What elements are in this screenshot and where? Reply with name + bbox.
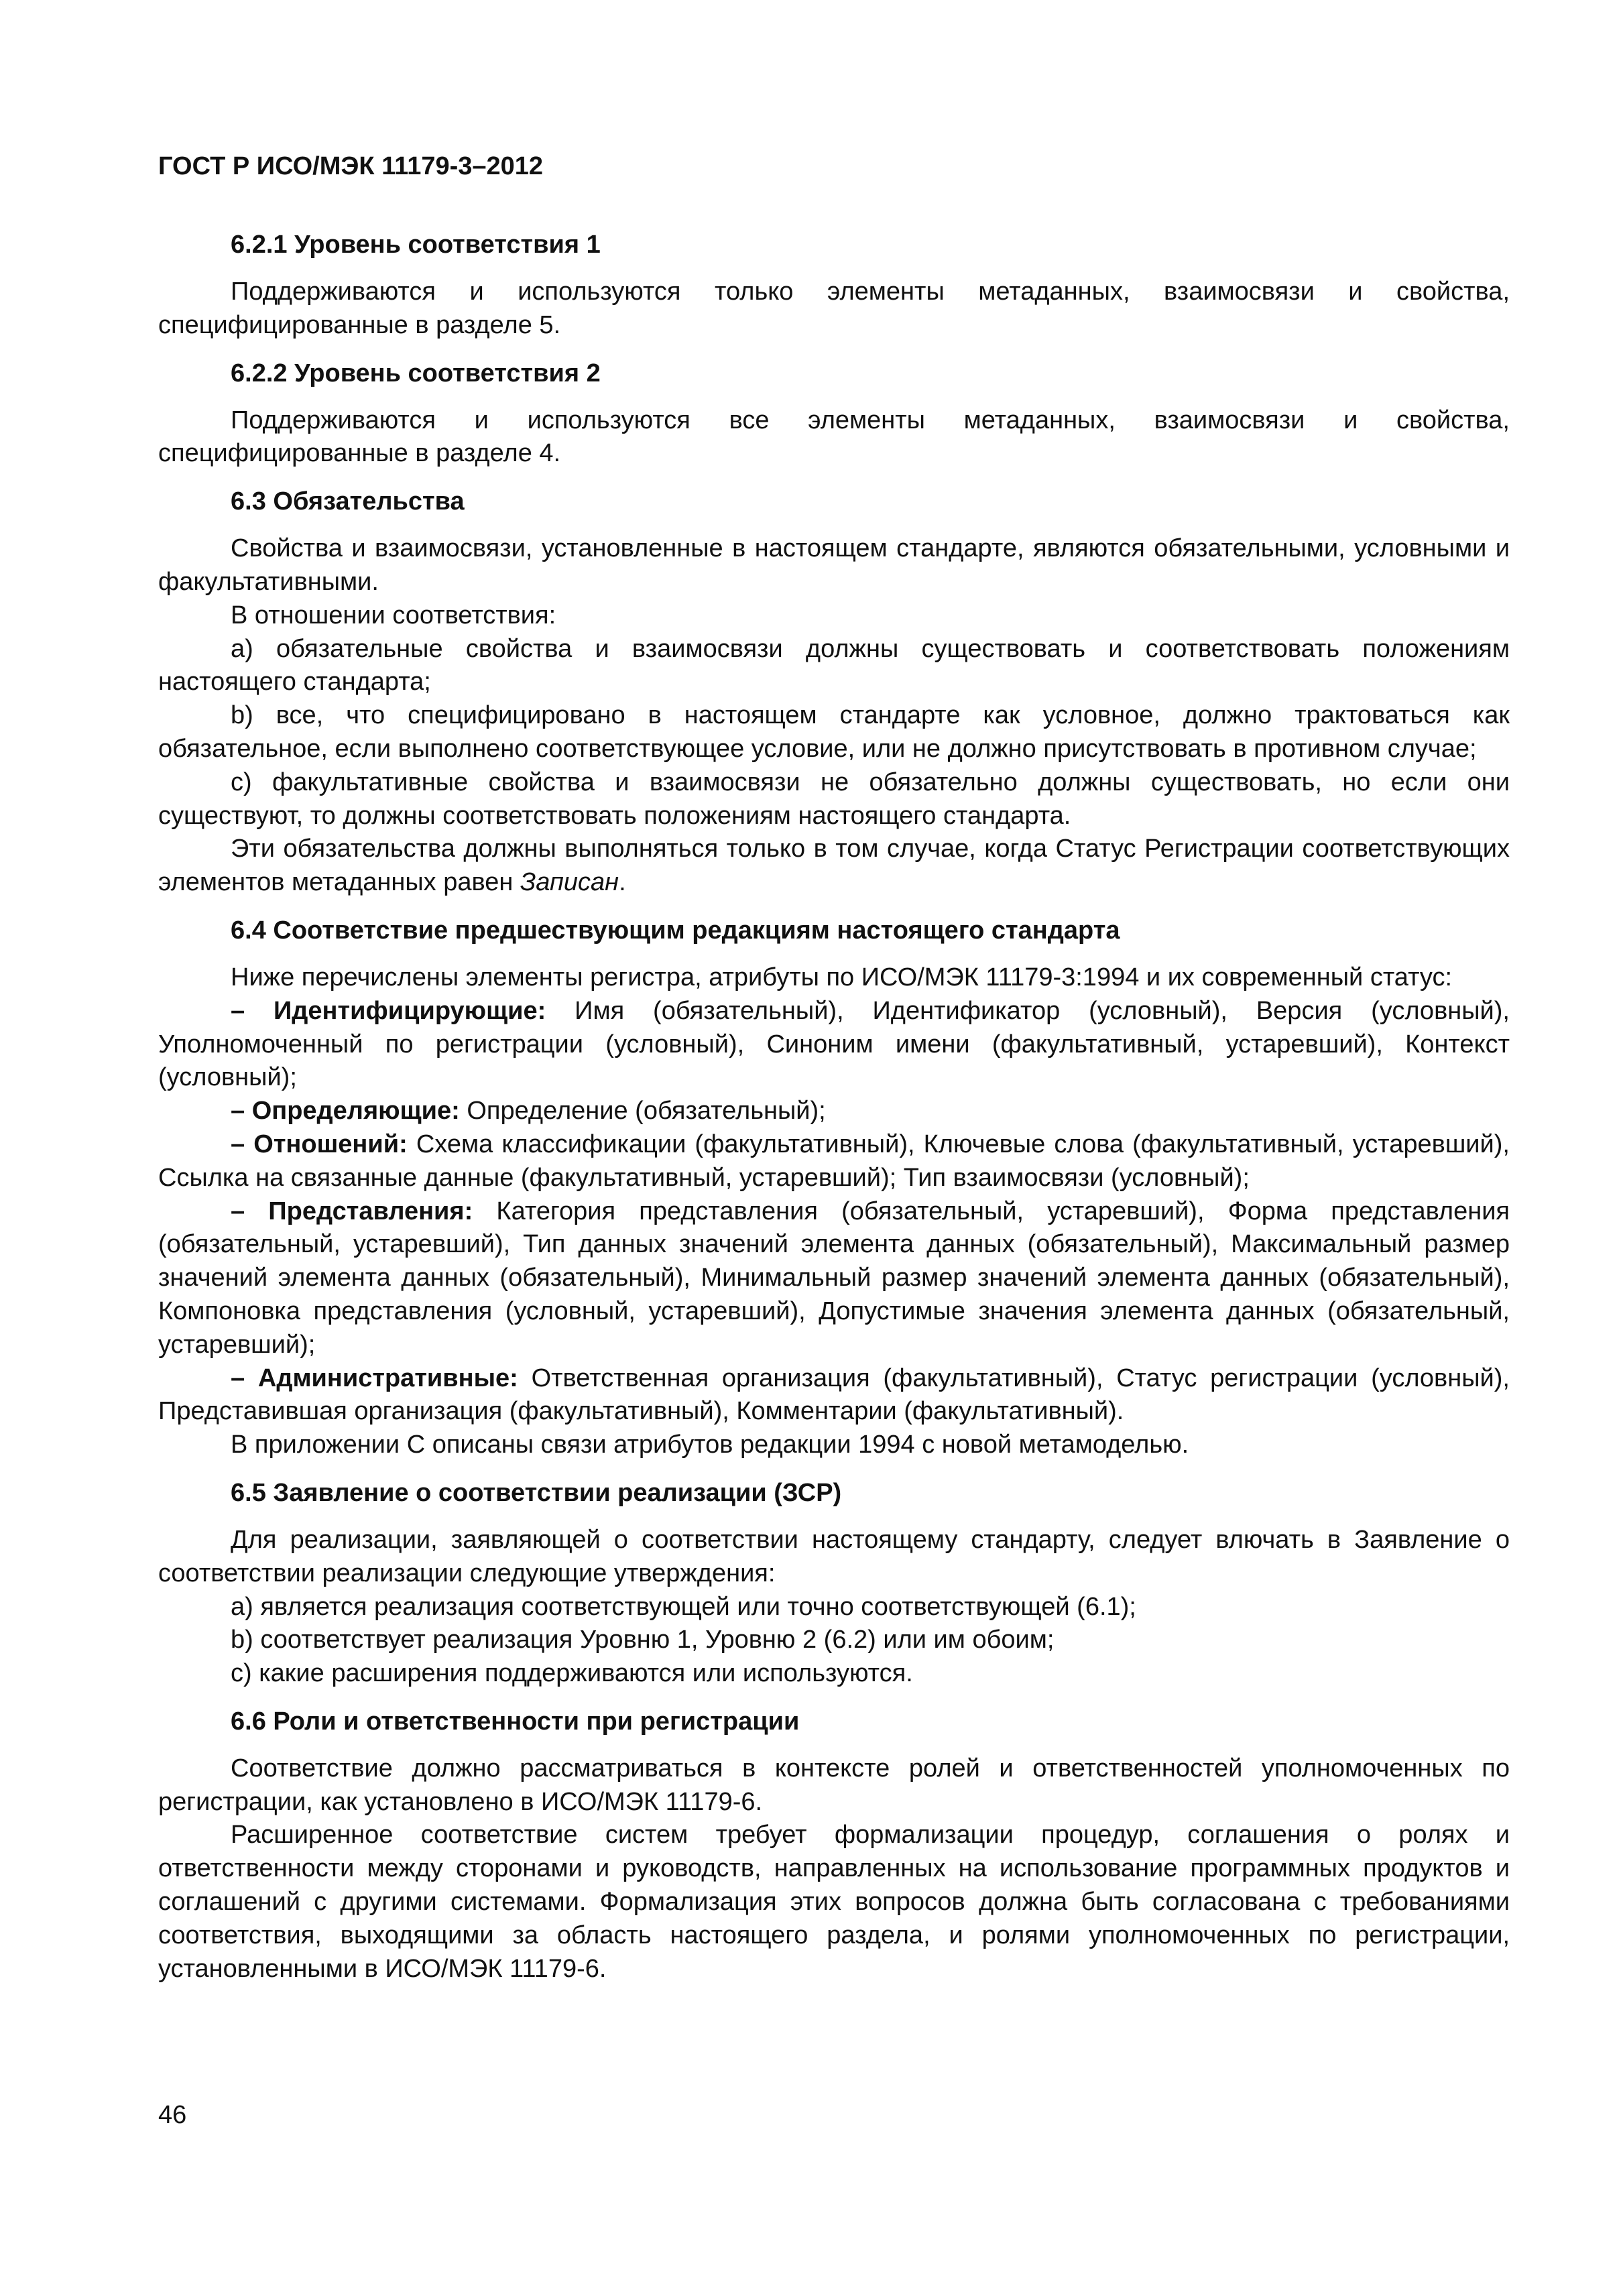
section-6-5-paragraph-1: Для реализации, заявляющей о соответствии настоящему стандарту, следует влючать в Заявление о соответствии реализации следующие утверждения: <box>158 1525 1510 1587</box>
attribute-group-item <box>158 1095 1510 1128</box>
section-6-3-item-c: c) факультативные свойства и взаимосвязи не обязательно должны существовать, но если они существуют, то должны соответствовать положениям настоящего стандарта. <box>158 768 1510 830</box>
section-heading-6-2-1: 6.2.1 Уровень соответствия 1 <box>231 231 601 259</box>
section-heading-6-6: 6.6 Роли и ответственности при регистрации <box>231 1707 800 1736</box>
document-header-title: ГОСТ Р ИСО/МЭК 11179-3–2012 <box>158 152 544 180</box>
section-6-3-paragraph-2: В отношении соответствия: <box>231 601 556 629</box>
section-6-3-item-a: a) обязательные свойства и взаимосвязи должны существовать и соответствовать положениям настоящего стандарта; <box>158 634 1510 697</box>
attribute-group-item <box>158 995 1510 1095</box>
attribute-group-text: Ответственная организация (факультативный), Статус регистрации (условный), Представившая организация (факультативный), Комментарии (факультативный). <box>158 1364 1510 1426</box>
section-heading-6-5: 6.5 Заявление о соответствии реализации (ЗСР) <box>231 1478 842 1507</box>
document-page <box>158 151 1510 1986</box>
section-6-6-paragraph-2: Расширенное соответствие систем требует формализации процедур, соглашения о ролях и ответственности между сторонами и руководств, направленных на использование программных продуктов и соглашений с другими системами. Формализация этих вопросов должна быть согласована с требованиями соответствия, выходящими за область настоящего раздела, и ролями уполномоченных по регистрации, установленными в ИСО/МЭК 11179-6. <box>158 1821 1510 1983</box>
attribute-group-item <box>158 1195 1510 1362</box>
attribute-group-item <box>158 1362 1510 1429</box>
attribute-group-term: – Идентифицирующие: <box>231 996 546 1025</box>
section-6-2-2-paragraph: Поддерживаются и используются все элементы метаданных, взаимосвязи и свойства, специфицированные в разделе 4. <box>158 406 1510 468</box>
section-6-6-paragraph-1: Соответствие должно рассматриваться в контексте ролей и ответственностей уполномоченных по регистрации, как установлено в ИСО/МЭК 11179-6. <box>158 1754 1510 1816</box>
section-6-4-paragraph-1: Ниже перечислены элементы регистра, атрибуты по ИСО/МЭК 11179-3:1994 и их современный статус: <box>231 963 1453 991</box>
section-heading-6-2-2: 6.2.2 Уровень соответствия 2 <box>231 359 601 387</box>
paragraph-text: Эти обязательства должны выполняться только в том случае, когда Статус Регистрации соответствующих элементов метаданных равен <box>158 835 1510 897</box>
attribute-group-item <box>158 1128 1510 1195</box>
attribute-group-text: Схема классификации (факультативный), Ключевые слова (факультативный, устаревший), Ссылка на связанные данные (факультативный, устаревший); Тип взаимосвязи (условный); <box>158 1130 1510 1192</box>
attribute-group-term: – Определяющие: <box>231 1097 460 1126</box>
section-6-2-1-paragraph: Поддерживаются и используются только элементы метаданных, взаимосвязи и свойства, специфицированные в разделе 5. <box>158 278 1510 339</box>
section-6-4-paragraph-last: В приложении С описаны связи атрибутов редакции 1994 с новой метамоделью. <box>231 1431 1189 1459</box>
italic-term: Записан <box>520 868 619 897</box>
section-6-5-item-c: c) какие расширения поддерживаются или используются. <box>231 1659 913 1688</box>
section-heading-6-3: 6.3 Обязательства <box>231 487 465 516</box>
section-heading-6-4: 6.4 Соответствие предшествующим редакциям настоящего стандарта <box>231 916 1120 945</box>
page-number: 46 <box>158 2101 187 2129</box>
attribute-group-term: – Представления: <box>231 1197 473 1225</box>
attribute-group-term: – Отношений: <box>231 1130 408 1158</box>
section-6-3-paragraph-1: Свойства и взаимосвязи, установленные в настоящем стандарте, являются обязательными, условными и факультативными. <box>158 534 1510 596</box>
attribute-group-term: – Административные: <box>231 1364 518 1392</box>
attribute-group-text: Категория представления (обязательный, устаревший), Форма представления (обязательный, устаревший), Тип данных значений элемента данных (обязательный), Максимальный размер значений элемента данных (обязательный), Минимальный размер значений элемента данных (обязательный), Компоновка представления (условный, устаревший), Допустимые значения элемента данных (обязательный, устаревший); <box>158 1197 1510 1359</box>
attribute-group-text: Имя (обязательный), Идентификатор (условный), Версия (условный), Уполномоченный по регистрации (условный), Синоним имени (факультативный, устаревший), Контекст (условный); <box>158 996 1510 1092</box>
attribute-group-text: Определение (обязательный); <box>459 1097 826 1126</box>
section-6-5-item-b: b) соответствует реализация Уровню 1, Уровню 2 (6.2) или им обоим; <box>231 1626 1055 1654</box>
paragraph-end: . <box>619 868 626 897</box>
section-6-3-paragraph-last <box>158 833 1510 900</box>
section-6-3-item-b: b) все, что специфицировано в настоящем стандарте как условное, должно трактоваться как обязательное, если выполнено соответствующее условие, или не должно присутствовать в противном случае; <box>158 701 1510 763</box>
section-6-5-item-a: a) является реализация соответствующей или точно соответствующей (6.1); <box>231 1592 1136 1621</box>
